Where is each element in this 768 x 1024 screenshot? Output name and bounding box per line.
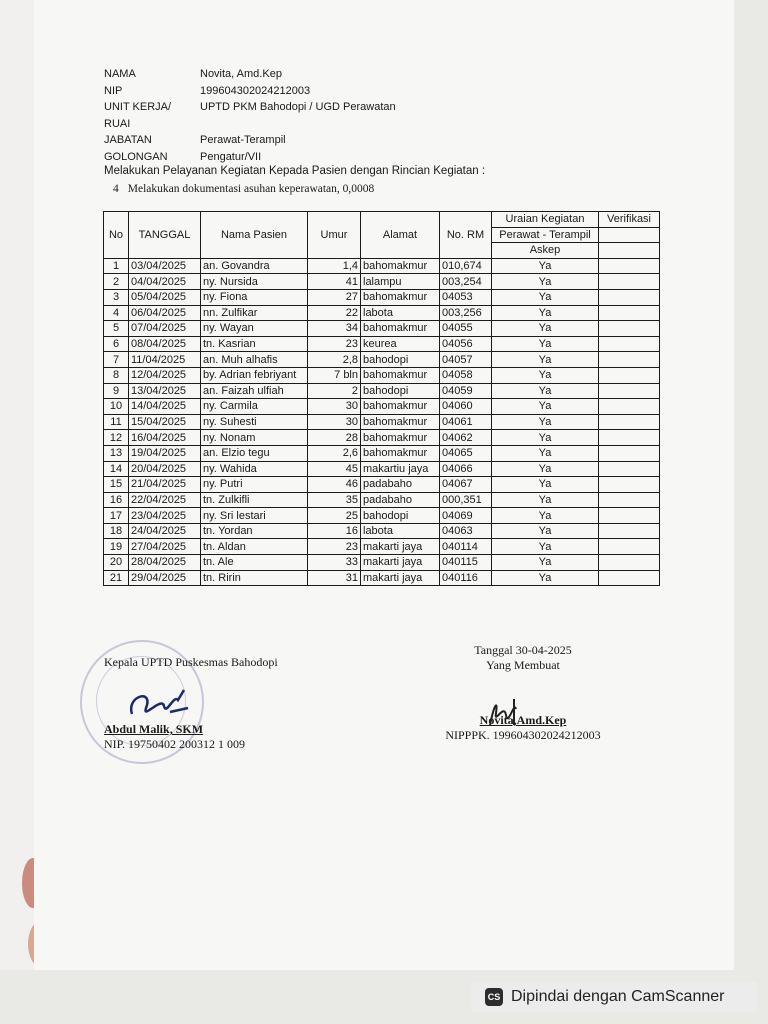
cell-umur: 2: [308, 383, 361, 399]
cell-rm: 04067: [440, 477, 492, 493]
left-name: Abdul Malik, SKM: [104, 722, 204, 736]
cell-umur: 45: [308, 461, 361, 477]
cell-no: 9: [104, 383, 129, 399]
right-date: Tanggal 30-04-2025: [474, 643, 572, 657]
cell-nama: ny. Nonam: [201, 430, 308, 446]
cell-alamat: padabaho: [361, 477, 440, 493]
cell-umur: 46: [308, 477, 361, 493]
cell-tanggal: 13/04/2025: [129, 383, 201, 399]
identity-value: Novita, Amd.Kep: [200, 68, 282, 80]
signature-scribble-left: [124, 686, 194, 726]
cell-umur: 2,8: [308, 352, 361, 368]
cell-no: 5: [104, 321, 129, 337]
cell-no: 15: [104, 477, 129, 493]
right-nip: NIPPPK. 199604302024212003: [445, 728, 601, 742]
identity-block: [104, 66, 396, 165]
activity-table: [103, 211, 660, 586]
cell-nama: tn. Ririn: [201, 570, 308, 586]
header-rm: No. RM: [440, 212, 492, 259]
cell-tanggal: 29/04/2025: [129, 570, 201, 586]
cell-rm: 040114: [440, 539, 492, 555]
header-uraian: Uraian Kegiatan: [492, 212, 599, 228]
cell-no: 11: [104, 414, 129, 430]
cell-uraian: Ya: [492, 336, 599, 352]
intro-text: Melakukan Pelayanan Kegiatan Kepada Pasien dengan Rincian Kegiatan :: [104, 165, 486, 177]
cell-alamat: bahodopi: [361, 352, 440, 368]
header-verifikasi: Verifikasi: [599, 212, 660, 228]
cell-alamat: bahomakmur: [361, 367, 440, 383]
cell-rm: 04069: [440, 508, 492, 524]
cell-nama: nn. Zulfikar: [201, 305, 308, 321]
cell-tanggal: 12/04/2025: [129, 367, 201, 383]
cell-uraian: Ya: [492, 539, 599, 555]
cell-no: 12: [104, 430, 129, 446]
cell-rm: 04065: [440, 445, 492, 461]
right-name: Novita,Amd.Kep: [479, 713, 567, 727]
cell-umur: 7 bln: [308, 367, 361, 383]
cell-nama: ny. Sri lestari: [201, 508, 308, 524]
table-row: [104, 305, 660, 321]
cell-no: 14: [104, 461, 129, 477]
cell-tanggal: 06/04/2025: [129, 305, 201, 321]
cell-uraian: Ya: [492, 461, 599, 477]
cell-uraian: Ya: [492, 445, 599, 461]
identity-row: [104, 83, 396, 100]
cell-uraian: Ya: [492, 492, 599, 508]
cell-verifikasi: [599, 289, 660, 305]
cell-uraian: Ya: [492, 399, 599, 415]
cell-rm: 04055: [440, 321, 492, 337]
cell-no: 13: [104, 445, 129, 461]
table-row: [104, 399, 660, 415]
cell-nama: tn. Kasrian: [201, 336, 308, 352]
cell-nama: ny. Suhesti: [201, 414, 308, 430]
cell-umur: 30: [308, 414, 361, 430]
cell-tanggal: 11/04/2025: [129, 352, 201, 368]
cell-umur: 33: [308, 555, 361, 571]
cell-alamat: bahomakmur: [361, 430, 440, 446]
header-perawat: Perawat - Terampil: [492, 227, 599, 243]
cell-tanggal: 16/04/2025: [129, 430, 201, 446]
cell-verifikasi: [599, 555, 660, 571]
cell-alamat: bahodopi: [361, 383, 440, 399]
cell-rm: 04058: [440, 367, 492, 383]
table-row: [104, 289, 660, 305]
cell-uraian: Ya: [492, 430, 599, 446]
table-row: [104, 414, 660, 430]
activity-number: 4: [113, 183, 119, 195]
cell-verifikasi: [599, 461, 660, 477]
cell-no: 2: [104, 274, 129, 290]
cell-nama: an. Govandra: [201, 258, 308, 274]
table-row: [104, 367, 660, 383]
cell-alamat: bahomakmur: [361, 399, 440, 415]
cell-tanggal: 15/04/2025: [129, 414, 201, 430]
cell-umur: 41: [308, 274, 361, 290]
identity-key: JABATAN: [104, 134, 152, 146]
cell-nama: by. Adrian febriyant: [201, 367, 308, 383]
cell-no: 3: [104, 289, 129, 305]
cell-verifikasi: [599, 445, 660, 461]
identity-key: GOLONGAN: [104, 150, 168, 163]
right-role: Yang Membuat: [486, 658, 560, 672]
cell-nama: an. Elzio tegu: [201, 445, 308, 461]
cell-tanggal: 07/04/2025: [129, 321, 201, 337]
identity-row: [104, 99, 396, 132]
cell-tanggal: 03/04/2025: [129, 258, 201, 274]
cell-alamat: keurea: [361, 336, 440, 352]
cell-verifikasi: [599, 539, 660, 555]
cell-umur: 1,4: [308, 258, 361, 274]
identity-key: UNIT KERJA/ RUAI: [104, 101, 172, 130]
identity-value: UPTD PKM Bahodopi / UGD Perawatan: [200, 101, 396, 113]
cell-uraian: Ya: [492, 523, 599, 539]
cell-rm: 04057: [440, 352, 492, 368]
cell-uraian: Ya: [492, 570, 599, 586]
cell-no: 7: [104, 352, 129, 368]
cell-alamat: bahomakmur: [361, 258, 440, 274]
cell-verifikasi: [599, 383, 660, 399]
cell-verifikasi: [599, 414, 660, 430]
identity-row: [104, 132, 396, 149]
cell-umur: 25: [308, 508, 361, 524]
cell-rm: 04056: [440, 336, 492, 352]
cell-alamat: makarti jaya: [361, 570, 440, 586]
cell-alamat: padabaho: [361, 492, 440, 508]
cell-umur: 22: [308, 305, 361, 321]
watermark-text: Dipindai dengan CamScanner: [511, 988, 725, 1005]
table-row: [104, 258, 660, 274]
header-alamat: Alamat: [361, 212, 440, 259]
cell-uraian: Ya: [492, 258, 599, 274]
cell-verifikasi: [599, 352, 660, 368]
table-row: [104, 274, 660, 290]
identity-key: NIP: [104, 84, 123, 97]
cell-uraian: Ya: [492, 274, 599, 290]
cell-alamat: bahomakmur: [361, 321, 440, 337]
cell-uraian: Ya: [492, 508, 599, 524]
cell-verifikasi: [599, 570, 660, 586]
cell-nama: an. Muh alhafis: [201, 352, 308, 368]
cell-no: 1: [104, 258, 129, 274]
cell-alamat: makarti jaya: [361, 539, 440, 555]
cell-rm: 04066: [440, 461, 492, 477]
header-blank: [599, 243, 660, 259]
cell-no: 17: [104, 508, 129, 524]
cell-uraian: Ya: [492, 289, 599, 305]
signature-scribble-right: [484, 695, 524, 731]
cell-alamat: lalampu: [361, 274, 440, 290]
cell-tanggal: 28/04/2025: [129, 555, 201, 571]
cell-no: 4: [104, 305, 129, 321]
table-row: [104, 321, 660, 337]
cell-nama: ny. Fiona: [201, 289, 308, 305]
cell-uraian: Ya: [492, 352, 599, 368]
cell-tanggal: 21/04/2025: [129, 477, 201, 493]
cell-nama: tn. Yordan: [201, 523, 308, 539]
camscanner-logo-icon: CS: [485, 988, 503, 1006]
cell-verifikasi: [599, 477, 660, 493]
cell-tanggal: 05/04/2025: [129, 289, 201, 305]
cell-alamat: makartiu jaya: [361, 461, 440, 477]
table-row: [104, 383, 660, 399]
cell-nama: ny. Putri: [201, 477, 308, 493]
identity-value: Pengatur/VII: [200, 150, 262, 163]
cell-alamat: labota: [361, 523, 440, 539]
cell-umur: 27: [308, 289, 361, 305]
cell-no: 19: [104, 539, 129, 555]
cell-alamat: bahodopi: [361, 508, 440, 524]
cell-tanggal: 23/04/2025: [129, 508, 201, 524]
cell-umur: 35: [308, 492, 361, 508]
cell-alamat: bahomakmur: [361, 414, 440, 430]
table-row: [104, 492, 660, 508]
cell-tanggal: 08/04/2025: [129, 336, 201, 352]
cell-verifikasi: [599, 367, 660, 383]
cell-tanggal: 04/04/2025: [129, 274, 201, 290]
cell-umur: 16: [308, 523, 361, 539]
cell-uraian: Ya: [492, 321, 599, 337]
activity-text: Melakukan dokumentasi asuhan keperawatan, 0,0008: [127, 183, 375, 195]
identity-value: 199604302024212003: [200, 84, 311, 97]
cell-no: 6: [104, 336, 129, 352]
cell-uraian: Ya: [492, 383, 599, 399]
cell-uraian: Ya: [492, 555, 599, 571]
cell-tanggal: 24/04/2025: [129, 523, 201, 539]
cell-rm: 003,254: [440, 274, 492, 290]
cell-verifikasi: [599, 274, 660, 290]
cell-umur: 31: [308, 570, 361, 586]
cell-nama: ny. Wayan: [201, 321, 308, 337]
cell-umur: 23: [308, 336, 361, 352]
cell-verifikasi: [599, 523, 660, 539]
cell-umur: 34: [308, 321, 361, 337]
cell-alamat: bahomakmur: [361, 289, 440, 305]
identity-key: NAMA: [104, 68, 136, 80]
cell-verifikasi: [599, 430, 660, 446]
left-nip: NIP. 19750402 200312 1 009: [104, 737, 246, 751]
cell-nama: tn. Zulkifli: [201, 492, 308, 508]
cell-tanggal: 27/04/2025: [129, 539, 201, 555]
cell-rm: 003,256: [440, 305, 492, 321]
cell-rm: 04060: [440, 399, 492, 415]
table-row: [104, 336, 660, 352]
cell-rm: 010,674: [440, 258, 492, 274]
header-nama: Nama Pasien: [201, 212, 308, 259]
cell-umur: 23: [308, 539, 361, 555]
cell-nama: tn. Aldan: [201, 539, 308, 555]
cell-no: 16: [104, 492, 129, 508]
cell-no: 20: [104, 555, 129, 571]
cell-verifikasi: [599, 258, 660, 274]
cell-nama: ny. Wahida: [201, 461, 308, 477]
cell-verifikasi: [599, 336, 660, 352]
cell-uraian: Ya: [492, 305, 599, 321]
cell-nama: an. Faizah ulfiah: [201, 383, 308, 399]
cell-rm: 000,351: [440, 492, 492, 508]
table-row: [104, 477, 660, 493]
cell-rm: 04063: [440, 523, 492, 539]
identity-row: [104, 66, 396, 83]
cell-tanggal: 14/04/2025: [129, 399, 201, 415]
cell-alamat: bahomakmur: [361, 445, 440, 461]
cell-verifikasi: [599, 399, 660, 415]
cell-verifikasi: [599, 305, 660, 321]
table-row: [104, 445, 660, 461]
table-row: [104, 461, 660, 477]
header-askep: Askep: [492, 243, 599, 259]
cell-verifikasi: [599, 492, 660, 508]
identity-row: [104, 149, 396, 166]
table-row: [104, 523, 660, 539]
cell-verifikasi: [599, 321, 660, 337]
cell-uraian: Ya: [492, 367, 599, 383]
cell-rm: 040116: [440, 570, 492, 586]
header-no: No: [104, 212, 129, 259]
cell-no: 10: [104, 399, 129, 415]
cell-nama: ny. Carmila: [201, 399, 308, 415]
cell-rm: 04059: [440, 383, 492, 399]
cell-rm: 04062: [440, 430, 492, 446]
cell-nama: ny. Nursida: [201, 274, 308, 290]
cell-alamat: labota: [361, 305, 440, 321]
cell-no: 21: [104, 570, 129, 586]
cell-umur: 30: [308, 399, 361, 415]
page-edge: [0, 0, 34, 970]
cell-umur: 28: [308, 430, 361, 446]
cell-no: 8: [104, 367, 129, 383]
cell-no: 18: [104, 523, 129, 539]
header-umur: Umur: [308, 212, 361, 259]
header-tanggal: TANGGAL: [129, 212, 201, 259]
table-row: [104, 430, 660, 446]
identity-value: Perawat-Terampil: [200, 134, 286, 146]
cell-tanggal: 22/04/2025: [129, 492, 201, 508]
cell-tanggal: 20/04/2025: [129, 461, 201, 477]
left-title: Kepala UPTD Puskesmas Bahodopi: [104, 655, 278, 669]
cell-rm: 040115: [440, 555, 492, 571]
table-row: [104, 352, 660, 368]
camscanner-watermark: [471, 982, 757, 1012]
cell-umur: 2,6: [308, 445, 361, 461]
table-row: [104, 570, 660, 586]
activity-line: [113, 183, 374, 195]
table-row: [104, 508, 660, 524]
cell-rm: 04061: [440, 414, 492, 430]
cell-alamat: makarti jaya: [361, 555, 440, 571]
cell-verifikasi: [599, 508, 660, 524]
cell-uraian: Ya: [492, 414, 599, 430]
cell-uraian: Ya: [492, 477, 599, 493]
header-blank: [599, 227, 660, 243]
cell-nama: tn. Ale: [201, 555, 308, 571]
table-row: [104, 539, 660, 555]
cell-tanggal: 19/04/2025: [129, 445, 201, 461]
cell-rm: 04053: [440, 289, 492, 305]
table-row: [104, 555, 660, 571]
